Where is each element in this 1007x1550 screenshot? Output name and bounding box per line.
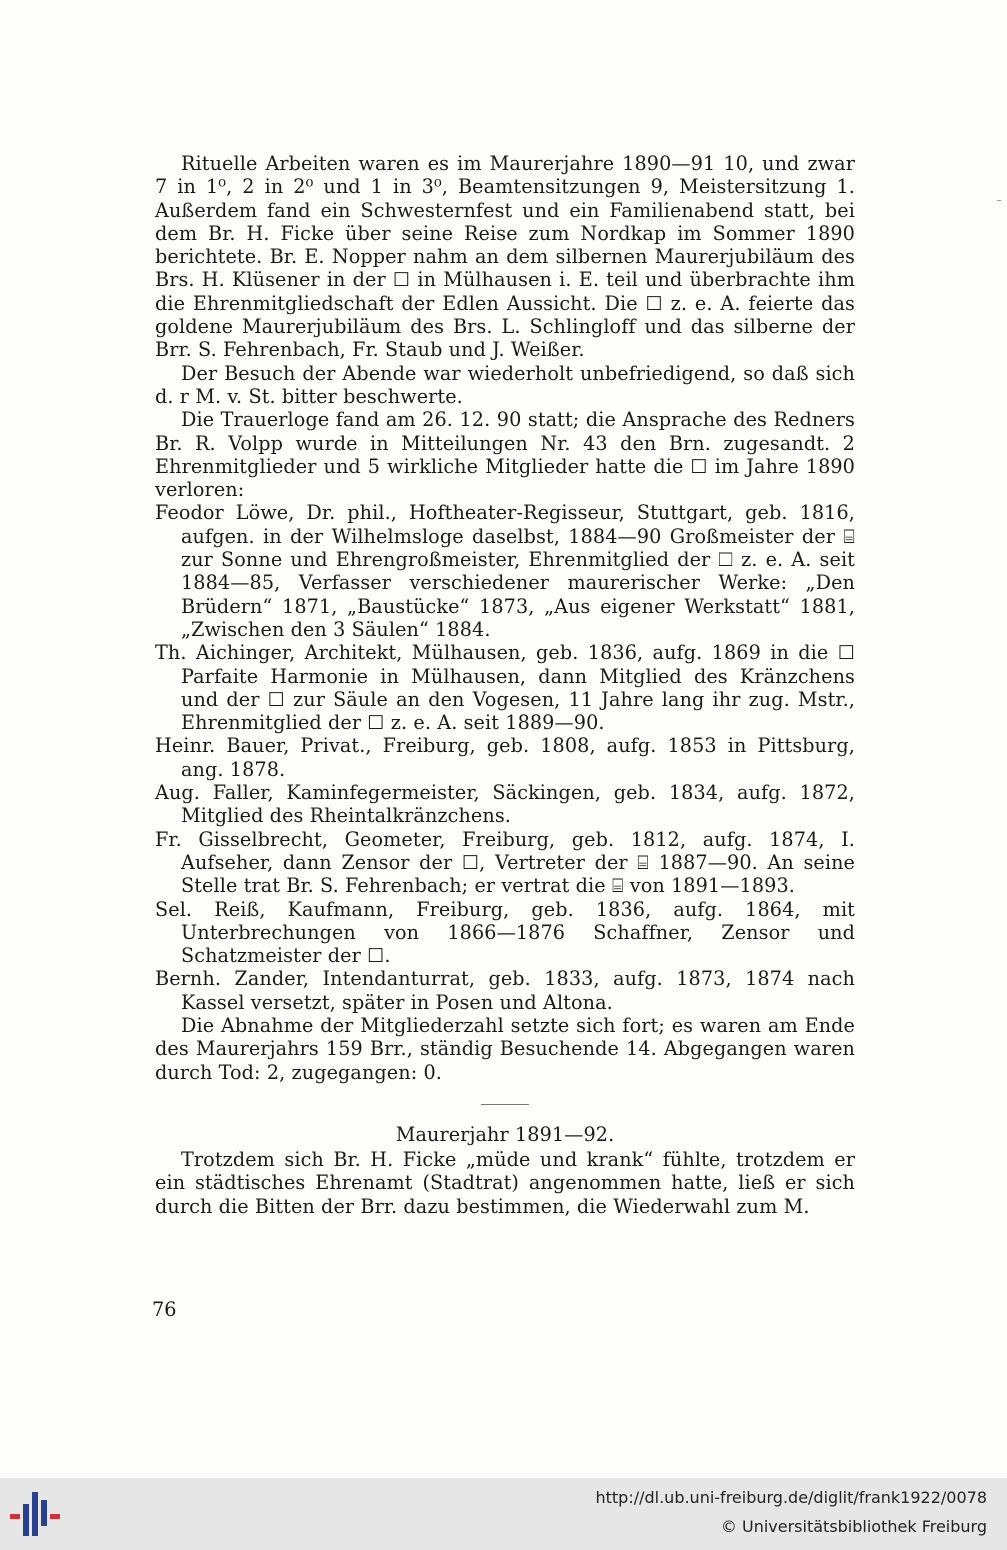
obituary-entry: Sel. Reiß, Kaufmann, Freiburg, geb. 1836, aufg. 1864, mit Unterbrechungen von 1866—1876 Schaffner, Zensor und Schatzmeister der ☐. <box>155 897 855 968</box>
paragraph: Rituelle Arbeiten waren es im Maurerjahre 1890—91 10, und zwar 7 in 1⁰, 2 in 2⁰ und 1 in 3⁰, Beamtensitzungen 9, Meistersitzung 1. Außerdem fand ein Schwesternfest und ein Familienabend statt, bei dem Br. H. Ficke über seine Reise zum Nordkap im Sommer 1890 berichtete. Br. E. Nopper nahm an dem silbernen Maurerjubiläum des Brs. H. Klüsener in der ☐ in Mülhausen i. E. teil und überbrachte ihm die Ehrenmitgliedschaft der Edlen Aussicht. Die ☐ z. e. A. feierte das goldene Maurerjubiläum des Brs. L. Schlingloff und das silberne der Brr. S. Fehrenbach, Fr. Staub und J. Weißer. <box>155 152 855 362</box>
copyright-notice: © Universitätsbibliothek Freiburg <box>720 1517 987 1536</box>
scan-speck <box>997 200 1001 201</box>
paragraph: Die Trauerloge fand am 26. 12. 90 statt; die Ansprache des Redners Br. R. Volpp wurde in Mitteilungen Nr. 43 den Brn. zugesandt. 2 Ehrenmitglieder und 5 wirkliche Mitglieder hatte die ☐ im Jahre 1890 verloren: <box>155 408 855 502</box>
footer-bar <box>0 1478 1007 1550</box>
obituary-entry: Heinr. Bauer, Privat., Freiburg, geb. 1808, aufg. 1853 in Pittsburg, ang. 1878. <box>155 734 855 781</box>
obituary-entry: Feodor Löwe, Dr. phil., Hoftheater-Regisseur, Stuttgart, geb. 1816, aufgen. in der Wilhelmsloge daselbst, 1884—90 Großmeister der ⌸ zur Sonne und Ehrengroßmeister, Ehrenmitglied der ☐ z. e. A. seit 1884—85, Verfasser verschiedener maurerischer Werke: „Den Brüdern“ 1871, „Baustücke“ 1873, „Aus eigener Werkstatt“ 1881, „Zwischen den 3 Säulen“ 1884. <box>155 501 855 641</box>
section-heading: Maurerjahr 1891—92. <box>395 1122 615 1146</box>
obituary-entry: Fr. Gisselbrecht, Geometer, Freiburg, geb. 1812, aufg. 1874, I. Aufseher, dann Zensor der ☐, Vertreter der ⌸ 1887—90. An seine Stelle trat Br. S. Fehrenbach; er vertrat die ⌸ von 1891—1893. <box>155 827 855 898</box>
section-divider <box>481 1104 529 1105</box>
page-number: 76 <box>152 1298 177 1321</box>
paragraph: Trotzdem sich Br. H. Ficke „müde und krank“ fühlte, trotzdem er ein städtisches Ehrenamt (Stadtrat) angenommen hatte, ließ er sich durch die Bitten der Brr. dazu bestimmen, die Wiederwahl zum M. <box>155 1148 855 1218</box>
source-url-link[interactable]: http://dl.ub.uni-freiburg.de/diglit/frank1922/0078 <box>595 1488 987 1507</box>
paragraph: Die Abnahme der Mitgliederzahl setzte sich fort; es waren am Ende des Maurerjahrs 159 Brr., ständig Besuchende 14. Abgegangen waren durch Tod: 2, zugegangen: 0. <box>155 1013 855 1084</box>
page-body <box>155 152 855 1218</box>
obituary-entry: Th. Aichinger, Architekt, Mülhausen, geb. 1836, aufg. 1869 in die ☐ Parfaite Harmonie in Mülhausen, dann Mitglied des Kränzchens und der ☐ zur Säule an den Vogesen, 11 Jahre lang ihr zug. Mstr., Ehrenmitglied der ☐ z. e. A. seit 1889—90. <box>155 641 855 735</box>
paragraph: Der Besuch der Abende war wiederholt unbefriedigend, so daß sich d. r M. v. St. bitter beschwerte. <box>155 361 855 408</box>
obituary-entry: Aug. Faller, Kaminfegermeister, Säckingen, geb. 1834, aufg. 1872, Mitglied des Rheintalkränzchens. <box>155 781 855 828</box>
obituary-entry: Bernh. Zander, Intendanturrat, geb. 1833, aufg. 1873, 1874 nach Kassel versetzt, später in Posen und Altona. <box>155 967 855 1014</box>
ub-freiburg-logo-icon[interactable] <box>10 1492 66 1536</box>
